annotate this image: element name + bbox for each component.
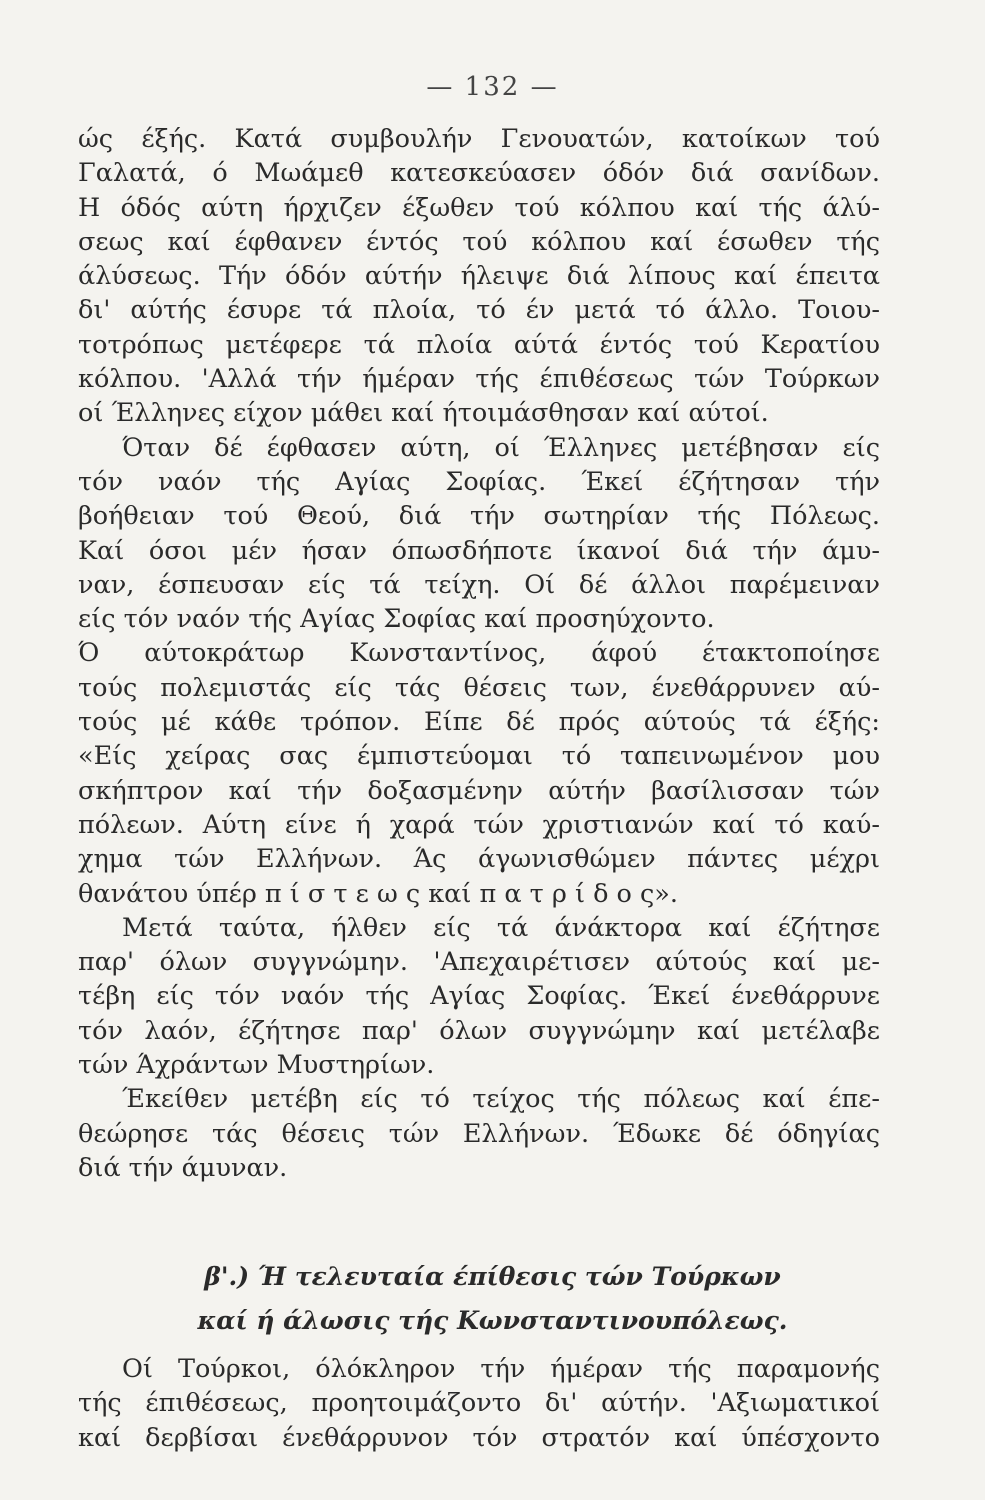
text-line: βοήθειαν τού Θεού, διά τήν σωτηρίαν τής Πόλεως. [78, 501, 880, 532]
text-line: πόλεων. Αύτη είνε ή χαρά τών χριστιανών καί τό καύ- [78, 809, 880, 840]
text-line: θεώρησε τάς θέσεις τών Ελλήνων. Έδωκε δέ όδηγίας [78, 1118, 880, 1149]
text-line: τής έπιθέσεως, προητοιμάζοντο δι' αύτήν. 'Αξιωματικοί [78, 1388, 880, 1419]
text-line: καί δερβίσαι ένεθάρρυνον τόν στρατόν καί ύπέσχοντο [78, 1422, 880, 1453]
text-line: χημα τών Ελλήνων. Άς άγωνισθώμεν πάντες μέχρι [78, 844, 880, 875]
text-line: τόν λαόν, έζήτησε παρ' όλων συγγνώμην καί μετέλαβε [78, 1015, 880, 1046]
text-line: οί Έλληνες είχον μάθει καί ήτοιμάσθησαν καί αύτοί. [78, 398, 769, 429]
text-line: Έκείθεν μετέβη είς τό τείχος τής πόλεως καί έπε- [122, 1084, 880, 1115]
text-line: τέβη είς τόν ναόν τής Αγίας Σοφίας. Έκεί ένεθάρρυνε [78, 981, 880, 1012]
text-line: σεως καί έφθανεν έντός τού κόλπου καί έσωθεν τής [78, 226, 880, 257]
text-line: διά τήν άμυναν. [78, 1152, 288, 1183]
text-line: άλύσεως. Τήν όδόν αύτήν ήλειψε διά λίπους καί έπειτα [78, 261, 880, 292]
text-line: Οί Τούρκοι, όλόκληρον τήν ήμέραν τής παραμονής [122, 1354, 880, 1384]
text-line: κόλπου. 'Αλλά τήν ήμέραν τής έπιθέσεως τών Τούρκων [78, 364, 880, 395]
text-line: είς τόν ναόν τής Αγίας Σοφίας καί προσηύχοντο. [78, 604, 715, 635]
section-text [78, 1352, 880, 1455]
text-line: ναν, έσπευσαν είς τά τείχη. Οί δέ άλλοι παρέμειναν [78, 569, 880, 600]
main-text [78, 122, 880, 1185]
text-line: Γαλατά, ό Μωάμεθ κατεσκεύασεν όδόν διά σανίδων. [78, 158, 880, 189]
text-line: τών Άχράντων Μυστηρίων. [78, 1050, 435, 1081]
text-line: τοτρόπως μετέφερε τά πλοία αύτά έντός τού Κερατίου [78, 329, 880, 360]
text-line: δι' αύτής έσυρε τά πλοία, τό έν μετά τό άλλο. Τοιου- [78, 295, 880, 326]
text-line: «Είς χείρας σας έμπιστεύομαι τό ταπεινωμένον μου [78, 741, 880, 772]
section-heading-line-2: καί ή άλωσις τής Κωνσταντινουπόλεως. [197, 1306, 788, 1335]
text-line: θανάτου ύπέρ π ί σ τ ε ω ς καί π α τ ρ ί δ ο ς». [78, 878, 678, 909]
page-number: — 132 — [426, 72, 559, 102]
section-heading-line-1: β'.) Ή τελευταία έπίθεσις τών Τούρκων [204, 1262, 781, 1291]
text-line: Η όδός αύτη ήρχιζεν έξωθεν τού κόλπου καί τής άλύ- [78, 192, 880, 223]
text-line: ώς έξής. Κατά συμβουλήν Γενουατών, κατοίκων τού [78, 124, 880, 154]
text-line: τούς πολεμιστάς είς τάς θέσεις των, ένεθάρρυνεν αύ- [78, 672, 880, 703]
text-line: τούς μέ κάθε τρόπον. Είπε δέ πρός αύτούς τά έξής: [78, 707, 880, 738]
text-line: σκήπτρον καί τήν δοξασμένην αύτήν βασίλισσαν τών [78, 775, 880, 806]
text-line: Καί όσοι μέν ήσαν όπωσδήποτε ίκανοί διά τήν άμυ- [78, 535, 880, 566]
text-line: Ό αύτοκράτωρ Κωνσταντίνος, άφού έτακτοποίησε [78, 638, 880, 669]
text-line: παρ' όλων συγγνώμην. 'Απεχαιρέτισεν αύτούς καί με- [78, 947, 880, 978]
text-line: Μετά ταύτα, ήλθεν είς τά άνάκτορα καί έζήτησε [122, 912, 880, 943]
text-line: τόν ναόν τής Αγίας Σοφίας. Έκεί έζήτησαν τήν [78, 466, 880, 497]
text-line: Όταν δέ έφθασεν αύτη, οί Έλληνες μετέβησαν είς [122, 432, 880, 463]
